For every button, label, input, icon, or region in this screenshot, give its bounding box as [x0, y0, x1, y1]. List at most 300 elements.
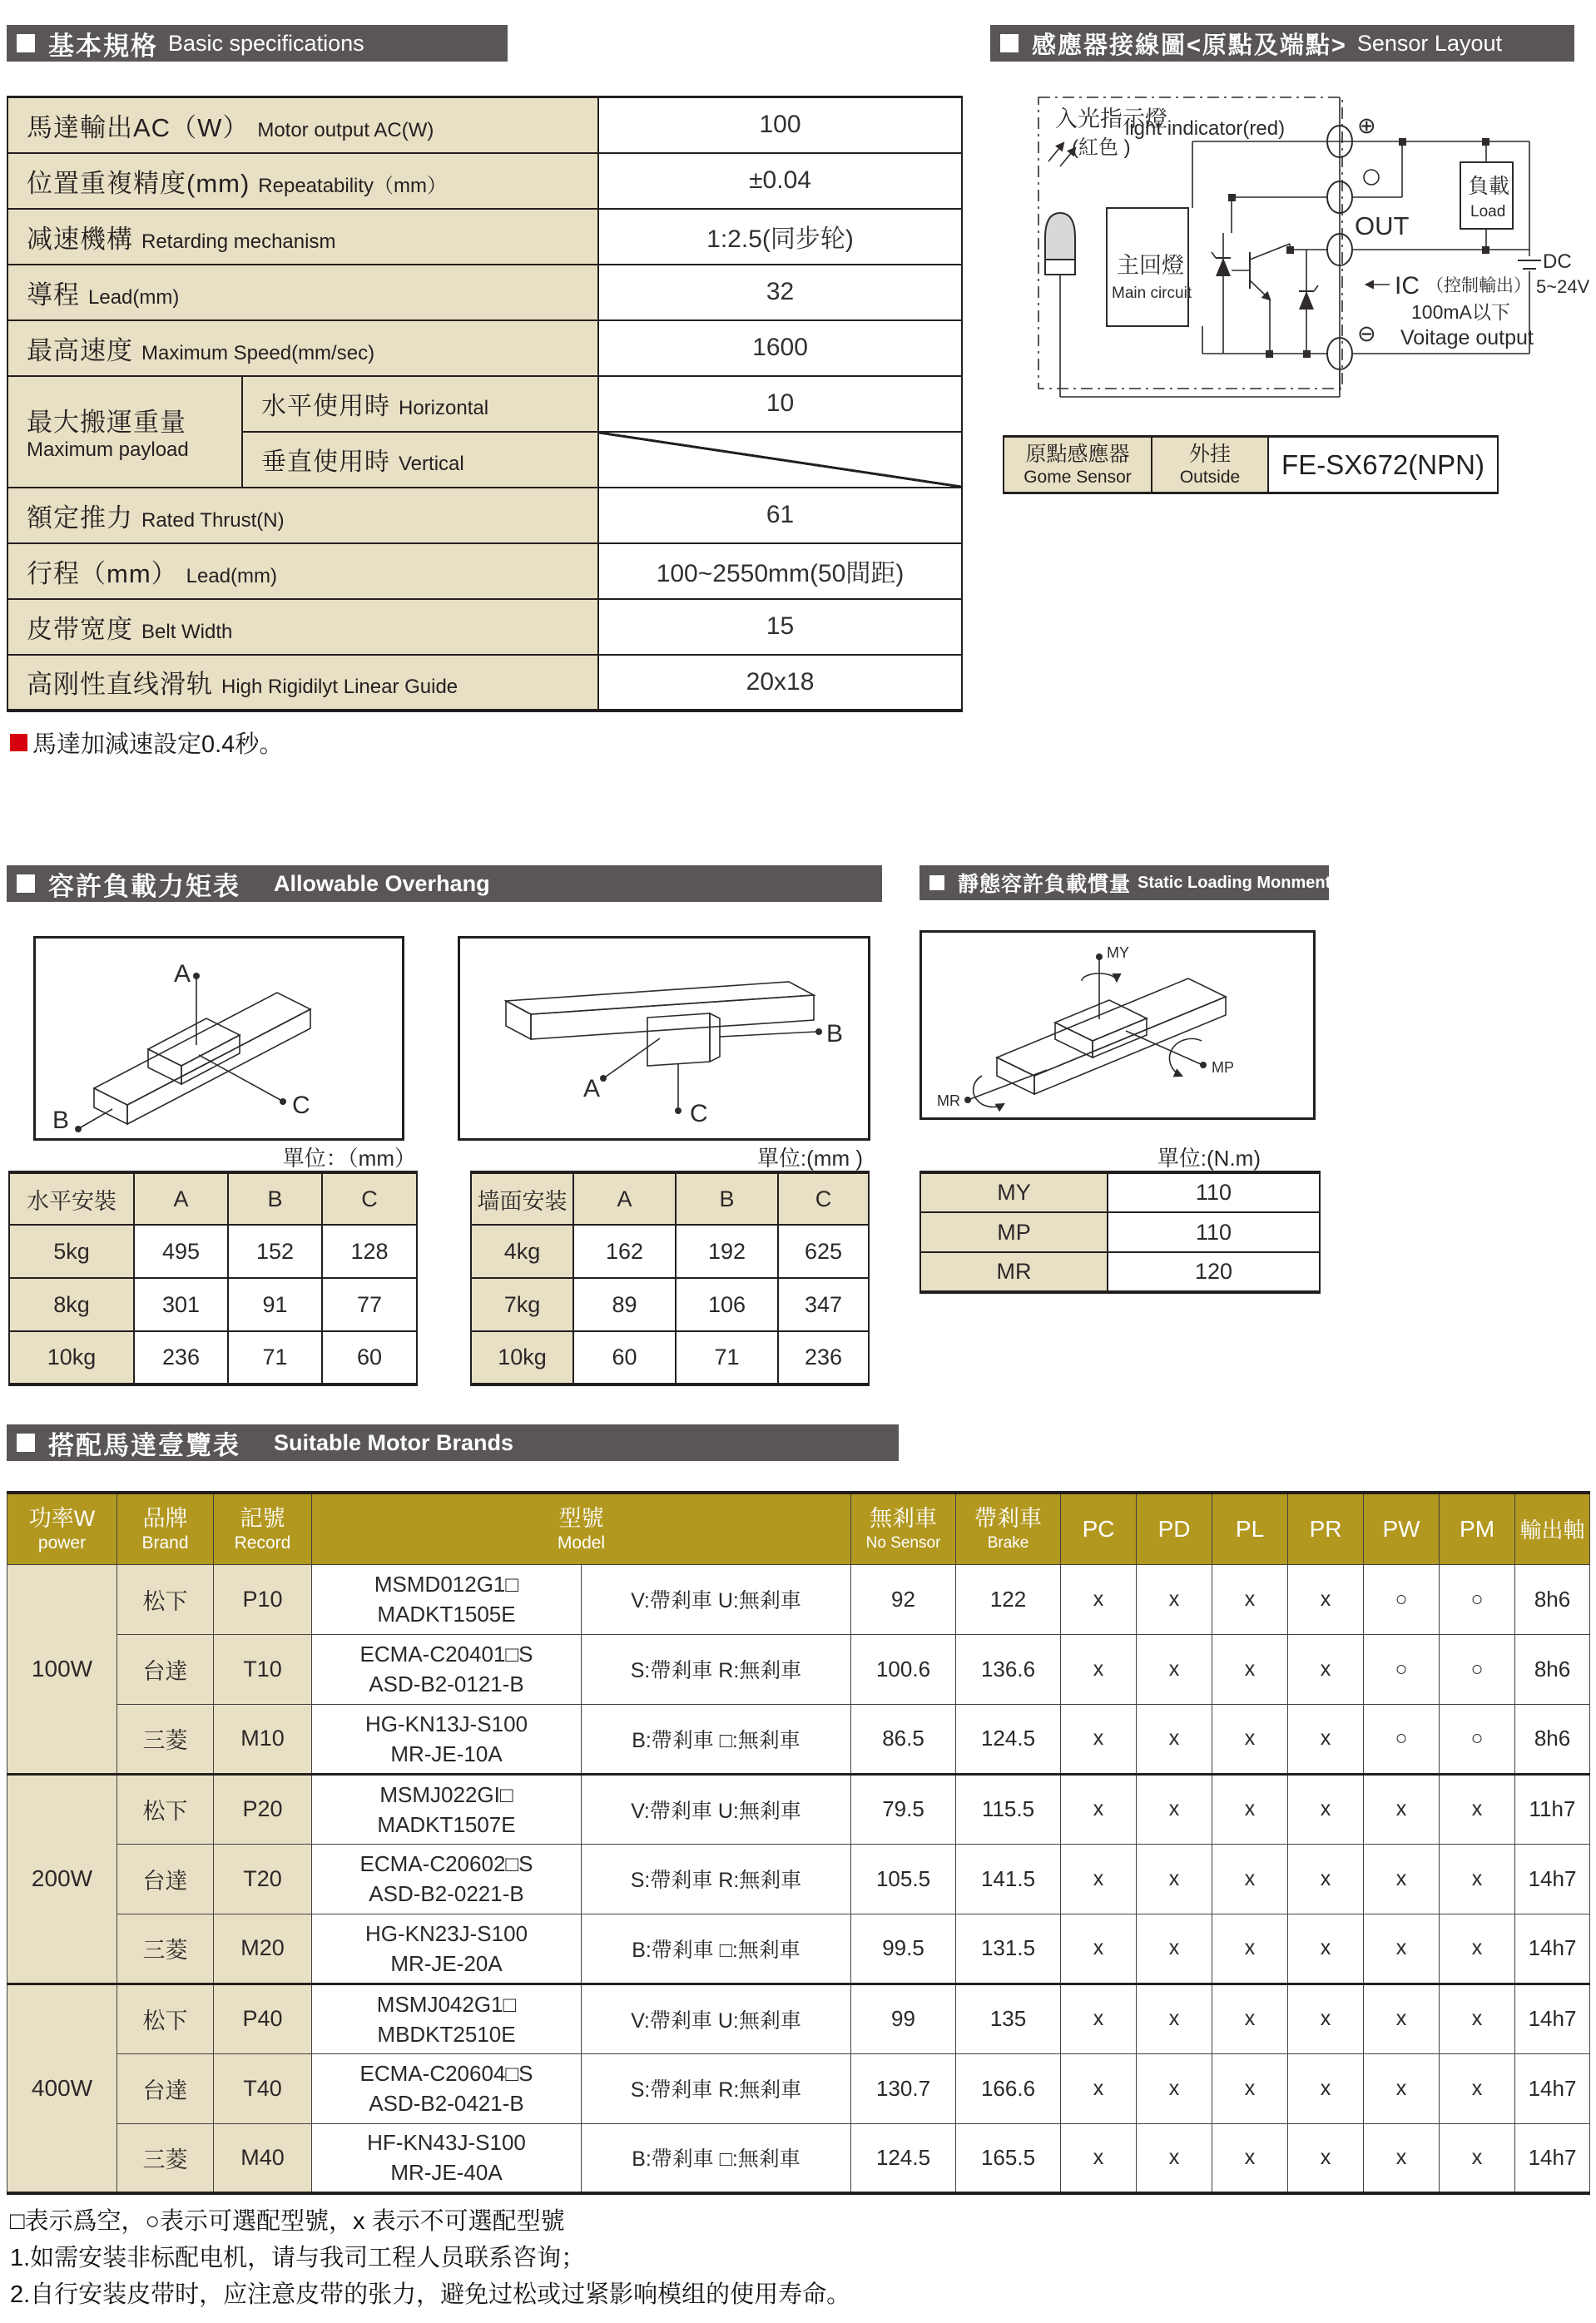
minus-symbol: ⊖ [1357, 321, 1376, 346]
axis-c-label: C [292, 1092, 310, 1119]
spec-footnote [10, 726, 283, 760]
horizontal-overhang-diagram-box [33, 936, 404, 1141]
flag-pm: x [1440, 2123, 1515, 2193]
sensor-title-en: Sensor Layout [1356, 30, 1502, 56]
flag-pw: x [1364, 1914, 1440, 1984]
mr-rotation-arrow [974, 1076, 1004, 1107]
zener-diode-icon [1216, 258, 1231, 276]
flag-pw: x [1364, 2053, 1440, 2123]
small-terminal-circle [1364, 170, 1379, 185]
table-cell: 89 [573, 1278, 676, 1331]
flag-pw: x [1364, 1984, 1440, 2053]
spec-label-en: Lead(mm) [88, 285, 180, 309]
brake-value: 165.5 [956, 2123, 1061, 2193]
table-cell: 625 [778, 1225, 869, 1278]
table-cell: 91 [228, 1278, 322, 1331]
row-header: MY [920, 1172, 1108, 1212]
brand-cell: 三菱 [117, 1704, 214, 1774]
header-model-en: Model [557, 1533, 606, 1553]
dc-voltage-label: 5~24V [1536, 276, 1589, 297]
table-cell: 192 [676, 1225, 778, 1278]
flag-pm: x [1440, 1984, 1515, 2053]
table-cell: 162 [573, 1225, 676, 1278]
static-moment-diagram [922, 933, 1308, 1112]
spec-label-en: Motor output AC(W) [257, 118, 434, 141]
row-header: MP [920, 1212, 1108, 1252]
flag-pm: x [1440, 2053, 1515, 2123]
my-label: MY [1107, 944, 1129, 961]
model-line1: HG-KN23J-S100 [364, 1920, 528, 1946]
model-line2: MADKT1507E [377, 1811, 516, 1837]
no-brake-value: 130.7 [851, 2053, 956, 2123]
spec-label [7, 209, 598, 265]
axis-a-line [606, 1038, 660, 1077]
rail-top-face [94, 993, 310, 1105]
junction-dot [1228, 194, 1236, 201]
flag-pr: x [1288, 2053, 1364, 2123]
flag-pd: x [1137, 1704, 1212, 1774]
model-line2: ASD-B2-0221-B [369, 1881, 524, 1906]
spec-label [7, 488, 598, 543]
spec-label-zh: 行程（mm） [27, 558, 178, 588]
carriage-front-face [181, 1035, 240, 1084]
basic-specs-table [7, 96, 963, 712]
unit-label-left: 單位：（mm） [282, 1146, 416, 1171]
model-line1: ECMA-C20604□S [359, 2061, 533, 2086]
main-circuit-label-zh: 主回燈 [1117, 253, 1184, 278]
flag-pd: x [1137, 2123, 1212, 2193]
table-cell: 106 [676, 1278, 778, 1331]
brake-value: 122 [956, 1564, 1061, 1634]
flag-pw: x [1364, 2123, 1440, 2193]
table-cell: 236 [134, 1331, 228, 1384]
spec-label-zh: 最高速度 [27, 335, 133, 365]
spec-label-en: Vertical [399, 453, 464, 475]
spec-value: 32 [598, 265, 962, 320]
flag-pr: x [1288, 1564, 1364, 1634]
flag-pd: x [1137, 1844, 1212, 1914]
model-line1: MSMJ022GI□ [379, 1781, 513, 1807]
mr-label: MR [937, 1092, 960, 1109]
zener-wing [1212, 252, 1216, 258]
model-cell [312, 1844, 582, 1914]
model-line2: MR-JE-20A [390, 1950, 503, 1976]
header-no-brake-zh: 無剎車 [870, 1505, 938, 1531]
col-header-c: C [778, 1172, 869, 1225]
spec-label [7, 153, 598, 209]
spec-label-payload [7, 376, 242, 488]
wall-overhang-diagram-box [458, 936, 870, 1141]
axis-a-dot [600, 1075, 607, 1082]
led-bulb-base [1045, 260, 1075, 275]
flag-pd: x [1137, 2053, 1212, 2123]
mp-axis-dot [1200, 1062, 1207, 1068]
flag-pc: x [1061, 1774, 1137, 1844]
brake-note-cell: B:帶剎車 □:無剎車 [582, 1704, 851, 1774]
header-brake-en: Brake [987, 1533, 1029, 1552]
axis-b-label: B [52, 1107, 70, 1133]
header-brand-zh: 品牌 [142, 1505, 188, 1531]
flag-pl: x [1212, 1564, 1288, 1634]
load-label-zh: 負載 [1468, 175, 1510, 198]
axis-c-label: C [690, 1100, 708, 1127]
row-header: 4kg [471, 1225, 573, 1278]
motor-row [7, 1564, 1590, 1634]
no-brake-value: 105.5 [851, 1844, 956, 1914]
brake-value: 115.5 [956, 1774, 1061, 1844]
spec-label-en: Repeatability（mm） [258, 174, 448, 197]
spec-value-empty [598, 432, 962, 488]
rail-front-face [1034, 997, 1226, 1094]
record-cell: T20 [214, 1844, 312, 1914]
main-circuit-label-en: Main circuit [1112, 285, 1192, 302]
plus-symbol: ⊕ [1357, 113, 1376, 138]
flag-pc: x [1061, 2053, 1137, 2123]
record-cell: P10 [214, 1564, 312, 1634]
outside-en: Outside [1179, 467, 1241, 487]
spec-label-zh: 馬達輸出AC（W） [27, 112, 250, 142]
zener-diode-icon [1299, 291, 1314, 310]
header-pd [1137, 1493, 1212, 1564]
brake-note-cell: S:帶剎車 R:無剎車 [582, 1634, 851, 1704]
col-header-b: B [676, 1172, 778, 1225]
spec-sublabel-horizontal [242, 376, 598, 432]
flag-pd: x [1137, 1914, 1212, 1984]
motor-brands-table [7, 1491, 1590, 2195]
record-cell: M40 [214, 2123, 312, 2193]
section-marker-icon [17, 1434, 35, 1452]
header-pc [1061, 1493, 1137, 1564]
junction-dot [1399, 138, 1406, 146]
flag-pl: x [1212, 2053, 1288, 2123]
table-cell: 77 [322, 1278, 417, 1331]
flag-pr: x [1288, 1914, 1364, 1984]
horizontal-overhang-table [8, 1171, 418, 1386]
flag-pw: x [1364, 1774, 1440, 1844]
model-line1: MSMD012G1□ [374, 1572, 519, 1597]
no-brake-value: 124.5 [851, 2123, 956, 2193]
flag-pl: x [1212, 1914, 1288, 1984]
rail-left-face [997, 1057, 1034, 1094]
header-power-zh: 功率W [28, 1505, 96, 1531]
model-line1: ECMA-C20602□S [359, 1851, 533, 1876]
spec-value: 10 [598, 376, 962, 432]
flag-pd: x [1137, 1774, 1212, 1844]
motor-brands-title-en: Suitable Motor Brands [274, 1429, 514, 1455]
spec-label-zh: 皮带宽度 [27, 614, 133, 644]
brand-cell: 台達 [117, 1844, 214, 1914]
static-title-en: Static Loading Monment [1138, 873, 1331, 892]
motor-row [7, 1774, 1590, 1844]
brake-value: 135 [956, 1984, 1061, 2053]
row-header: 7kg [471, 1278, 573, 1331]
header-shaft [1515, 1493, 1590, 1564]
footer-notes [10, 2203, 850, 2313]
col-header-c: C [322, 1172, 417, 1225]
table-cell: 110 [1108, 1212, 1320, 1252]
spec-label [7, 543, 598, 599]
spec-value: 1600 [598, 320, 962, 376]
section-marker-icon [929, 875, 944, 890]
header-record-zh: 記號 [240, 1505, 285, 1531]
motor-row [7, 1844, 1590, 1914]
spec-label-en: Maximum Speed(mm/sec) [141, 341, 375, 364]
power-group-cell: 200W [7, 1774, 117, 1984]
header-pm [1440, 1493, 1515, 1564]
header-brand [117, 1493, 214, 1564]
unit-label-right: 單位:(mm ) [756, 1146, 863, 1171]
axis-b-label: B [826, 1020, 844, 1048]
flag-pl: x [1212, 2123, 1288, 2193]
brake-note-cell: V:帶剎車 U:無剎車 [582, 1774, 851, 1844]
motor-row [7, 2123, 1590, 2193]
table-cell: 120 [1108, 1252, 1320, 1292]
shaft-cell: 8h6 [1515, 1564, 1590, 1634]
row-header: 5kg [9, 1225, 134, 1278]
table-cell: 110 [1108, 1172, 1320, 1212]
transistor-emitter [1250, 280, 1270, 300]
wall-overhang-diagram [460, 939, 863, 1133]
model-line1: HG-KN13J-S100 [364, 1711, 528, 1736]
mp-label: MP [1212, 1059, 1234, 1076]
no-brake-value: 100.6 [851, 1634, 956, 1704]
static-title-zh: 靜態容許負載慣量 [958, 873, 1132, 896]
col-header-b: B [228, 1172, 322, 1225]
flag-pd: x [1137, 1984, 1212, 2053]
shaft-cell: 14h7 [1515, 2053, 1590, 2123]
spec-value: 100~2550mm(50間距) [598, 543, 962, 599]
spec-label-zh: 導程 [27, 280, 80, 310]
spec-label [7, 97, 598, 153]
table-cell: 347 [778, 1278, 869, 1331]
row-header: 8kg [9, 1278, 134, 1331]
brake-note-cell: S:帶剎車 R:無剎車 [582, 1844, 851, 1914]
model-cell [312, 1914, 582, 1984]
spec-label-zh: 最大搬運重量 [27, 408, 186, 437]
header-power [7, 1493, 117, 1564]
header-pw-label: PW [1382, 1515, 1420, 1542]
shaft-cell: 8h6 [1515, 1704, 1590, 1774]
model-line2: MADKT1505E [377, 1602, 516, 1627]
spec-value: 61 [598, 488, 962, 543]
no-brake-value: 92 [851, 1564, 956, 1634]
header-brand-en: Brand [141, 1533, 189, 1553]
section-marker-icon [17, 34, 35, 52]
ic-paren-label: （控制輸出） [1426, 276, 1531, 295]
spec-value: ±0.04 [598, 153, 962, 209]
flag-pc: x [1061, 1634, 1137, 1704]
spec-label-en: High Rigidilyt Linear Guide [221, 676, 458, 698]
flag-pc: x [1061, 1914, 1137, 1984]
brake-note-cell: V:帶剎車 U:無剎車 [582, 1564, 851, 1634]
spec-value: 20x18 [598, 655, 962, 711]
model-line2: ASD-B2-0421-B [369, 2091, 524, 2116]
footer-note-symbols: □表示爲空，○表示可選配型號，x 表示不可選配型號 [10, 2208, 565, 2235]
spec-label-en: Maximum payload [27, 438, 189, 461]
col-header-a: A [134, 1172, 228, 1225]
flag-pw: x [1364, 1844, 1440, 1914]
no-brake-value: 79.5 [851, 1774, 956, 1844]
spec-label-zh: 垂直使用時 [261, 448, 390, 476]
table-cell: 71 [676, 1331, 778, 1384]
axis-b-dot [75, 1126, 82, 1132]
brake-note-cell: B:帶剎車 □:無剎車 [582, 1914, 851, 1984]
sensor-model-number: FE-SX672(NPN) [1268, 437, 1498, 493]
model-cell [312, 2053, 582, 2123]
voltage-output-label: Voitage output [1400, 326, 1534, 349]
model-cell [312, 1634, 582, 1704]
flag-pm: ○ [1440, 1704, 1515, 1774]
origin-sensor-cell [1004, 437, 1152, 493]
brand-cell: 台達 [117, 2053, 214, 2123]
basic-specs-title-zh: 基本規格 [48, 31, 158, 61]
flag-pd: x [1137, 1564, 1212, 1634]
flag-pr: x [1288, 1984, 1364, 2053]
brake-note-cell: S:帶剎車 R:無剎車 [582, 2053, 851, 2123]
record-cell: P40 [214, 1984, 312, 2053]
model-line2: ASD-B2-0121-B [369, 1672, 524, 1696]
record-cell: M20 [214, 1914, 312, 1984]
mr-axis-dot [964, 1097, 971, 1103]
header-pl [1212, 1493, 1288, 1564]
spec-sublabel-vertical [242, 432, 598, 488]
brand-cell: 台達 [117, 1634, 214, 1704]
light-indicator-label-red: (紅色 ) [1072, 136, 1131, 159]
shaft-cell: 14h7 [1515, 1844, 1590, 1914]
motor-row [7, 2053, 1590, 2123]
horizontal-overhang-diagram [36, 939, 397, 1133]
spec-value: 15 [598, 599, 962, 655]
spec-value: 100 [598, 97, 962, 153]
header-pl-label: PL [1235, 1515, 1265, 1542]
carriage-left-face [1055, 1023, 1093, 1057]
red-square-icon [10, 734, 27, 751]
spec-label-en: Retarding mechanism [141, 230, 336, 253]
basic-specs-header [7, 25, 508, 62]
model-cell [312, 2123, 582, 2193]
table-cell: 60 [573, 1331, 676, 1384]
header-record [214, 1493, 312, 1564]
header-power-en: power [37, 1533, 87, 1553]
wall-overhang-table [470, 1171, 870, 1386]
model-line1: ECMA-C20401□S [359, 1642, 533, 1667]
ic-ma-label: 100mA以下 [1411, 301, 1510, 323]
axis-c-dot [675, 1107, 682, 1114]
brake-note-cell: V:帶剎車 U:無剎車 [582, 1984, 851, 2053]
light-arrow-icon [1048, 143, 1063, 161]
plate-front-face [531, 995, 814, 1039]
table-cell: 128 [322, 1225, 417, 1278]
motor-row [7, 1984, 1590, 2053]
motor-brands-header [7, 1424, 899, 1461]
flag-pl: x [1212, 1844, 1288, 1914]
overhang-header [7, 865, 882, 902]
spec-label-zh: 額定推力 [27, 503, 133, 532]
flag-pr: x [1288, 1844, 1364, 1914]
shaft-cell: 14h7 [1515, 1914, 1590, 1984]
model-line2: MR-JE-10A [390, 1741, 503, 1766]
flag-pc: x [1061, 1984, 1137, 2053]
footer-note-2: 2.自行安装皮带时，应注意皮带的张力，避免过松或过紧影响模组的使用寿命。 [10, 2281, 851, 2308]
footer-note-1: 1.如需安装非标配电机，请与我司工程人员联系咨询； [10, 2245, 586, 2271]
table-corner: 墙面安装 [471, 1172, 573, 1225]
carriage-side-face [710, 1013, 720, 1062]
overhang-title-en: Allowable Overhang [274, 870, 490, 896]
flag-pc: x [1061, 1844, 1137, 1914]
spec-label [7, 655, 598, 711]
row-header: 10kg [471, 1331, 573, 1384]
axis-b-line [81, 1109, 112, 1127]
transistor-collector [1250, 244, 1290, 260]
header-pm-label: PM [1460, 1515, 1495, 1542]
flag-pm: x [1440, 1774, 1515, 1844]
brake-value: 136.6 [956, 1634, 1061, 1704]
motor-row [7, 1914, 1590, 1984]
axis-b-line [720, 1032, 816, 1037]
static-moment-header [919, 865, 1329, 900]
no-brake-value: 99 [851, 1984, 956, 2053]
light-indicator-label-en: light indicator(red) [1125, 117, 1286, 140]
header-model [312, 1493, 851, 1564]
power-group-cell: 100W [7, 1564, 117, 1774]
no-brake-value: 86.5 [851, 1704, 956, 1774]
header-no-brake-en: No Sensor [865, 1533, 941, 1552]
model-line2: MR-JE-40A [390, 2160, 503, 2186]
spec-footnote-text: 馬達加減速設定0.4秒。 [32, 731, 284, 758]
brake-value: 166.6 [956, 2053, 1061, 2123]
spec-label-zh: 水平使用時 [261, 393, 390, 420]
flag-pl: x [1212, 1704, 1288, 1774]
origin-sensor-zh: 原點感應器 [1025, 442, 1130, 466]
spec-label-zh: 位置重複精度(mm) [27, 168, 250, 198]
header-pr [1288, 1493, 1364, 1564]
junction-dot [1482, 246, 1489, 254]
header-no-brake [851, 1493, 956, 1564]
plate-left-face [506, 1001, 531, 1039]
header-pc-label: PC [1082, 1515, 1115, 1542]
spec-label-en: Horizontal [399, 397, 489, 419]
zener-wing [1314, 285, 1318, 291]
model-cell [312, 1564, 582, 1634]
flag-pm: x [1440, 1844, 1515, 1914]
flag-pw: ○ [1364, 1564, 1440, 1634]
shaft-cell: 11h7 [1515, 1774, 1590, 1844]
motor-brands-title-zh: 搭配馬達壹覽表 [48, 1430, 240, 1460]
model-cell [312, 1984, 582, 2053]
mr-axis-line [970, 1070, 1047, 1099]
sensor-circuit-diagram [1032, 75, 1589, 424]
model-line1: MSMJ042G1□ [376, 1991, 517, 2017]
flag-pc: x [1061, 1564, 1137, 1634]
sensor-layout-header [990, 25, 1574, 62]
flag-pc: x [1061, 1704, 1137, 1774]
record-cell: T10 [214, 1634, 312, 1704]
outside-cell [1152, 437, 1268, 493]
motor-row [7, 1634, 1590, 1704]
record-cell: T40 [214, 2053, 312, 2123]
header-pd-label: PD [1157, 1515, 1191, 1542]
section-marker-icon [1000, 34, 1019, 52]
table-cell: 152 [228, 1225, 322, 1278]
dc-label: DC [1543, 250, 1572, 273]
section-marker-icon [17, 874, 35, 893]
brake-note-cell: B:帶剎車 □:無剎車 [582, 2123, 851, 2193]
flag-pc: x [1061, 2123, 1137, 2193]
axis-b-dot [815, 1028, 822, 1035]
flag-pm: ○ [1440, 1564, 1515, 1634]
flag-pr: x [1288, 1634, 1364, 1704]
model-line1: HF-KN43J-S100 [367, 2130, 526, 2156]
